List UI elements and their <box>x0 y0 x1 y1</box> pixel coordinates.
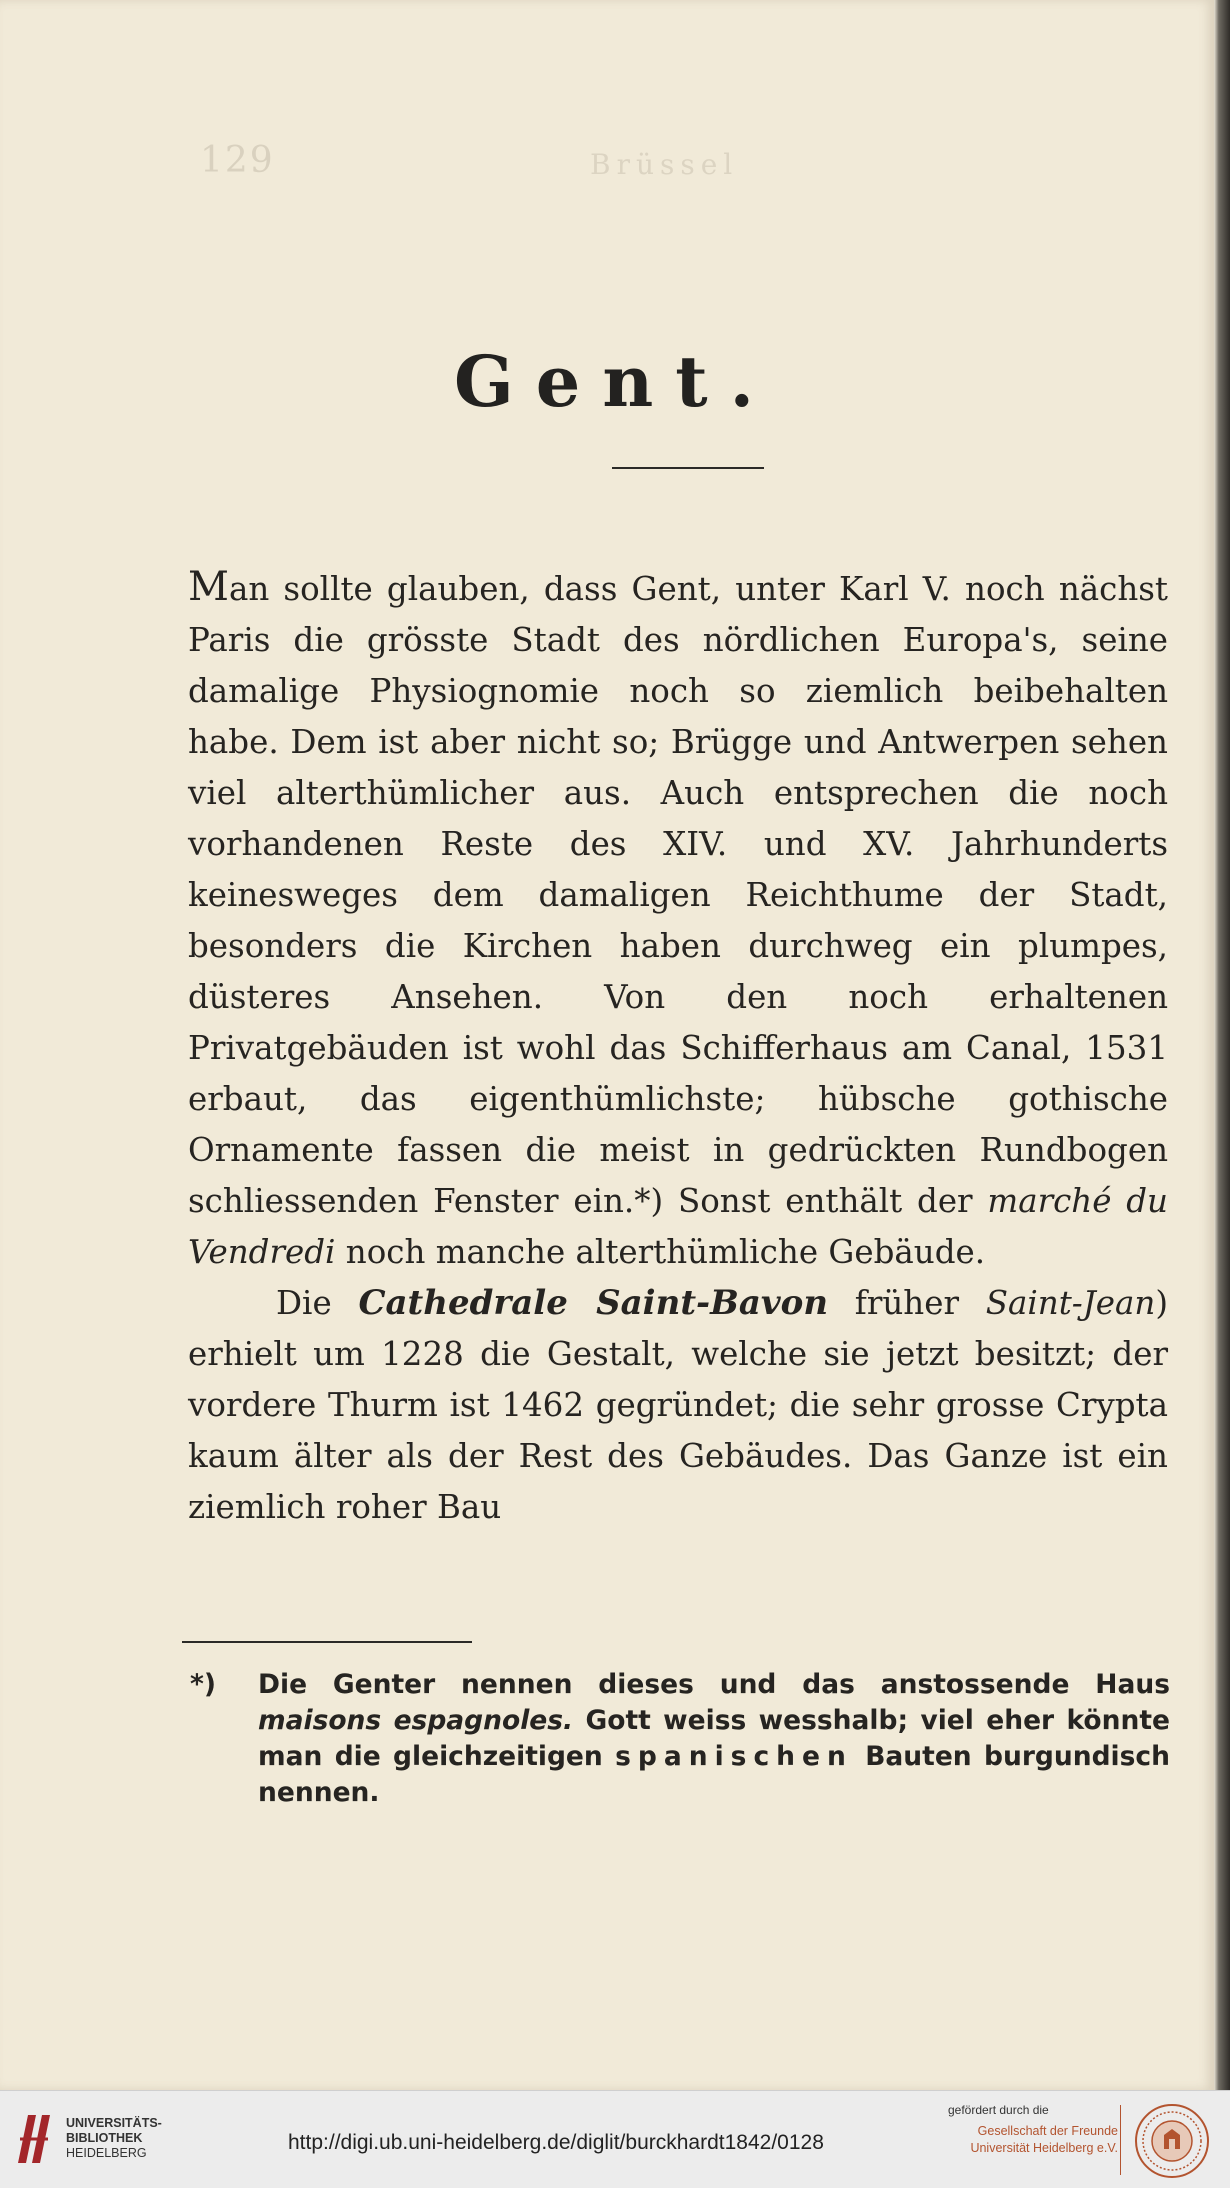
footnote <box>190 1667 1170 1811</box>
bleed-through-running-header: Brüssel <box>590 148 739 181</box>
university-seal-icon <box>1134 2103 1210 2179</box>
footnote-tail: Bauten burgundisch nennen. <box>258 1741 1170 1808</box>
paragraph-2 <box>188 1278 1168 1533</box>
sponsor-block <box>948 2103 1118 2157</box>
bleed-through-page-number: 129 <box>200 140 275 181</box>
chapter-title: Gent. <box>454 340 776 423</box>
paragraph-1 <box>188 562 1168 1278</box>
paragraph-2-lead: Die <box>276 1284 359 1322</box>
footnote-marker: *) <box>190 1669 216 1700</box>
sponsor-name <box>948 2123 1118 2157</box>
library-name-line-1: UNIVERSITÄTS- <box>66 2116 162 2130</box>
footnote-spaced-word: spanischen <box>615 1741 853 1772</box>
paragraph-2-mid: früher <box>828 1284 986 1322</box>
footnote-text <box>230 1667 1170 1811</box>
paragraph-1-emphasis: marché du Vendredi <box>188 1182 1168 1271</box>
paragraph-1-tail: noch manche alterthümliche Gebäude. <box>335 1233 986 1271</box>
sponsor-label: gefördert durch die <box>948 2103 1049 2117</box>
scan-edge <box>1214 0 1230 2090</box>
library-name-line-3: HEIDELBERG <box>66 2146 147 2160</box>
library-name <box>66 2116 162 2161</box>
footnote-mid: Gott weiss wesshalb; viel eher könnte man die gleichzeitigen <box>258 1705 1170 1772</box>
body-text <box>188 562 1168 1533</box>
drop-capital: M <box>188 564 229 610</box>
paragraph-1-text: an sollte glauben, dass Gent, unter Karl V. noch nächst Paris die grösste Stadt des nördlichen Europa's, seine damalige Physiognomie noch so ziemlich beibehalten habe. Dem ist aber nicht so; Brügge und Antwerpen sehen viel alterthümlicher aus. Auch entsprechen die noch vorhandenen Reste des XIV. und XV. Jahrhunderts keinesweges dem damaligen Reichthume der Stadt, besonders die Kirchen haben durchweg ein plumpes, düsteres Ansehen. Von den noch erhaltenen Privatgebäuden ist wohl das Schifferhaus am Canal, 1531 erbaut, das eigenthümlichste; hübsche gothische Ornamente fassen die meist in gedrückten Rundbogen schliessenden Fenster ein.*) Sonst enthält der <box>188 570 1168 1220</box>
footnote-lead: Die Genter nennen dieses und das anstossende Haus <box>258 1669 1170 1700</box>
footer-bar <box>0 2090 1230 2188</box>
library-name-line-2: BIBLIOTHEK <box>66 2131 143 2145</box>
cathedral-name: Cathedrale Saint-Bavon <box>358 1283 829 1323</box>
title-rule <box>612 467 764 469</box>
library-logo-icon <box>14 2109 54 2167</box>
sponsor-name-line-2: Universität Heidelberg e.V. <box>970 2141 1118 2155</box>
paragraph-2-text: ) erhielt um 1228 die Gestalt, welche sie jetzt besitzt; der vordere Thurm ist 1462 gegründet; die sehr grosse Crypta kaum älter als der Rest des Gebäudes. Das Ganze ist ein ziemlich roher Bau <box>188 1284 1169 1526</box>
sponsor-name-line-1: Gesellschaft der Freunde <box>977 2124 1118 2138</box>
footnote-rule <box>182 1641 472 1643</box>
sponsor-divider <box>1120 2105 1121 2175</box>
former-name: Saint-Jean <box>985 1284 1156 1322</box>
footnote-emphasis: maisons espagnoles. <box>258 1705 574 1736</box>
permalink-url[interactable]: http://digi.ub.uni-heidelberg.de/diglit/burckhardt1842/0128 <box>288 2131 824 2154</box>
